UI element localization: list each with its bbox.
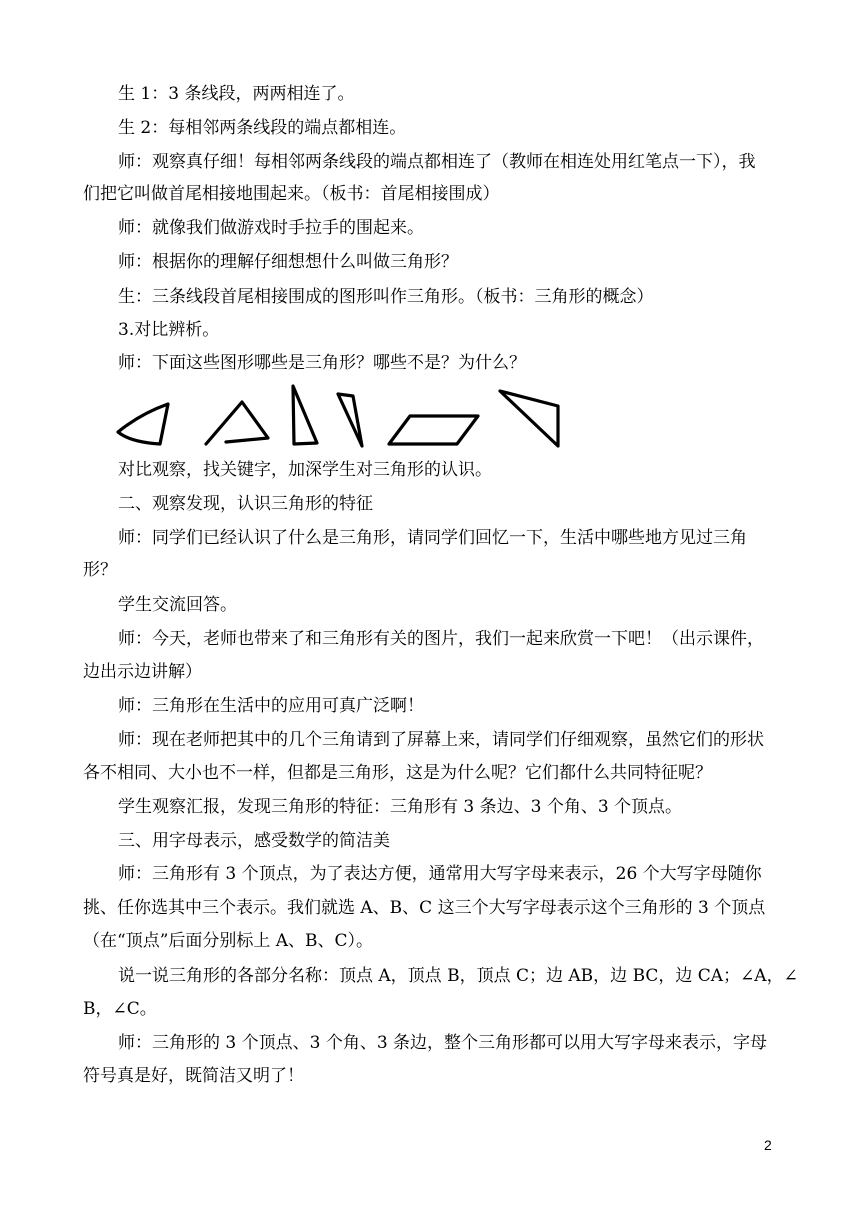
parallelogram-shape (389, 416, 478, 444)
paragraph: 对比观察，找关键字，加深学生对三角形的认识。 (118, 460, 492, 480)
curved-triangle-shape (118, 404, 168, 444)
paragraph: 师：根据你的理解仔细想想什么叫做三角形？ (118, 252, 458, 272)
paragraph: 学生观察汇报，发现三角形的特征：三角形有 3 条边、3 个角、3 个顶点。 (118, 797, 683, 817)
right-triangle-shape (500, 391, 558, 446)
paragraph: 说一说三角形的各部分名称：顶点 A，顶点 B，顶点 C；边 AB，边 BC，边 CA；∠A，∠ (118, 966, 798, 986)
paragraph: 生 2：每相邻两条线段的端点都相连。 (118, 118, 407, 138)
paragraph: 师：三角形的 3 个顶点、3 个角、3 条边，整个三角形都可以用大写字母来表示，字母 (118, 1033, 768, 1053)
paragraph-continuation: 符号真是好，既简洁又明了！ (83, 1066, 304, 1086)
paragraph-continuation: 形？ (83, 560, 117, 580)
open-triangle-shape (206, 402, 268, 444)
paragraph: 生 1：3 条线段，两两相连了。 (118, 84, 355, 104)
paragraph: 师：同学们已经认识了什么是三角形，请同学们回忆一下，生活中哪些地方见过三角 (118, 528, 747, 548)
paragraph-continuation: （在“顶点”后面分别标上 A、B、C）。 (83, 931, 374, 951)
paragraph-continuation: 各不相同、大小也不一样，但都是三角形，这是为什么呢？它们都什么共同特征呢？ (83, 763, 712, 783)
paragraph: 3.对比辨析。 (118, 320, 220, 340)
paragraph: 师：现在老师把其中的几个三角请到了屏幕上来，请同学们仔细观察，虽然它们的形状 (118, 730, 764, 750)
paragraph: 生：三条线段首尾相接围成的图形叫作三角形。（板书：三角形的概念） (118, 287, 654, 307)
narrow-triangle-shape (338, 394, 362, 446)
paragraph: 师：观察真仔细！每相邻两条线段的端点都相连了（教师在相连处用红笔点一下），我 (118, 152, 756, 172)
paragraph: 学生交流回答。 (118, 595, 237, 615)
paragraph: 师：三角形有 3 个顶点，为了表达方便，通常用大写字母来表示，26 个大写字母随你 (118, 864, 762, 884)
paragraph: 师：三角形在生活中的应用可真广泛啊！ (118, 696, 424, 716)
paragraph-continuation: 边出示边讲解） (83, 662, 202, 682)
paragraph-continuation: 们把它叫做首尾相接地围起来。（板书：首尾相接围成） (83, 184, 500, 204)
paragraph-continuation: B，∠C。 (83, 999, 157, 1019)
tall-triangle-shape (293, 386, 317, 444)
page-number: 2 (764, 1137, 772, 1153)
section-heading: 三、用字母表示，感受数学的简洁美 (118, 831, 390, 851)
paragraph: 师：就像我们做游戏时手拉手的围起来。 (118, 218, 424, 238)
paragraph-continuation: 挑、任你选其中三个表示。我们就选 A、B、C 这三个大写字母表示这个三角形的 3 个顶点 (83, 898, 766, 918)
section-heading: 二、观察发现，认识三角形的特征 (118, 494, 373, 514)
shape-comparison-figure (100, 378, 580, 450)
paragraph: 师：下面这些图形哪些是三角形？哪些不是？为什么？ (118, 353, 526, 373)
paragraph: 师：今天，老师也带来了和三角形有关的图片，我们一起来欣赏一下吧！（出示课件， (118, 629, 764, 649)
